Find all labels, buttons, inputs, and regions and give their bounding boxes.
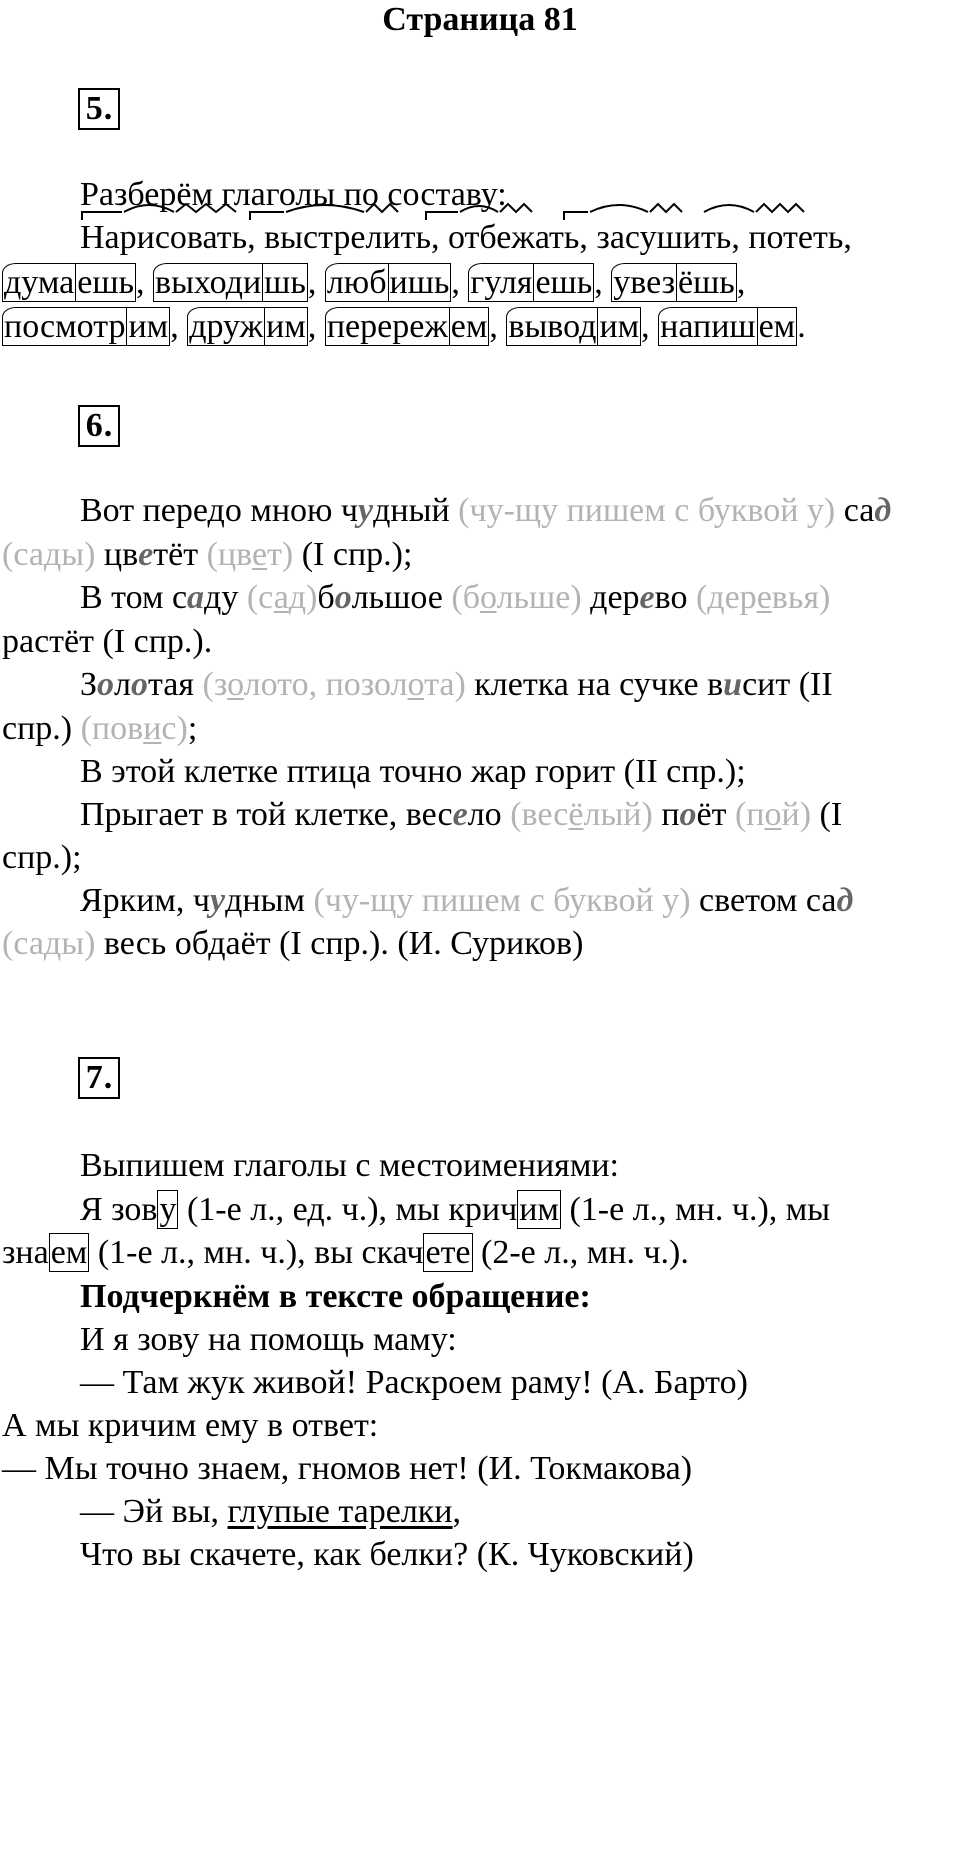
text-fragment: сит (II bbox=[742, 666, 833, 703]
task7-line bbox=[2, 1449, 692, 1489]
text-fragment: во bbox=[654, 579, 696, 616]
hint-text: о bbox=[764, 796, 782, 833]
hint-text: (з bbox=[202, 666, 228, 703]
hint-text: (са bbox=[2, 925, 44, 962]
text-fragment: Подчеркнём в тексте обращение: bbox=[80, 1278, 591, 1315]
text-fragment: А мы кричим ему в ответ: bbox=[2, 1407, 379, 1444]
task7-line bbox=[80, 1363, 748, 1403]
hint-text: (б bbox=[451, 579, 481, 616]
task-number-7-label: 7 bbox=[85, 1059, 103, 1096]
text-fragment: б bbox=[317, 579, 335, 616]
hint-text: т) bbox=[267, 536, 294, 573]
text-fragment: ду bbox=[204, 579, 247, 616]
task-number-6: 6 . bbox=[78, 405, 120, 447]
text-fragment: спр.) bbox=[2, 710, 81, 747]
morpheme-word bbox=[2, 308, 170, 345]
highlighted-letter: д bbox=[836, 882, 854, 919]
task6-line bbox=[80, 491, 891, 531]
text-fragment: тая bbox=[148, 666, 203, 703]
text-fragment: Выпишем глаголы с местоимениями: bbox=[80, 1147, 619, 1184]
text-fragment: льшое bbox=[351, 579, 452, 616]
task5-intro: Разберём глаголы по составу: bbox=[80, 176, 507, 213]
text-fragment: В том с bbox=[80, 579, 188, 616]
hint-text: (цв bbox=[206, 536, 252, 573]
highlighted-letter: д bbox=[874, 492, 892, 529]
separator: , bbox=[170, 308, 188, 345]
text-fragment: ло bbox=[467, 796, 511, 833]
text-fragment: Прыгает в той клетке, вес bbox=[80, 796, 453, 833]
task6-line bbox=[80, 881, 853, 921]
morpheme-word bbox=[2, 264, 136, 301]
text-fragment: тёт bbox=[153, 536, 207, 573]
text-fragment: — Там жук живой! Раскроем раму! (А. Барто) bbox=[80, 1364, 748, 1401]
word-stem: дума bbox=[4, 264, 75, 301]
hint-text: та) bbox=[424, 666, 466, 703]
hint-text: а bbox=[273, 579, 289, 616]
text-fragment: (2-е л., мн. ч.). bbox=[472, 1234, 689, 1271]
hint-text: льше) bbox=[496, 579, 582, 616]
separator: , bbox=[489, 308, 507, 345]
text-fragment: — Мы точно знаем, гномов нет! (И. Токмакова) bbox=[2, 1450, 693, 1487]
highlighted-letter: е bbox=[138, 536, 154, 573]
highlighted-letter: о bbox=[131, 666, 149, 703]
hint-text: о bbox=[227, 666, 244, 703]
hint-text: (пов bbox=[80, 710, 144, 747]
text-fragment: Вот передо мною ч bbox=[80, 492, 359, 529]
hint-text: (са bbox=[2, 536, 44, 573]
word-stem: гуля bbox=[470, 264, 533, 301]
hint-text: ы) bbox=[61, 536, 96, 573]
hint-text: о bbox=[407, 666, 425, 703]
task5-row2 bbox=[2, 263, 745, 303]
task7-line bbox=[80, 1146, 619, 1186]
text-fragment: (1-е л., мн. ч.), мы bbox=[560, 1191, 831, 1228]
text-fragment: Ярким, ч bbox=[80, 882, 211, 919]
text-fragment: (I bbox=[811, 796, 843, 833]
hint-text: (п bbox=[734, 796, 765, 833]
ending-box: ем bbox=[50, 1234, 88, 1271]
text-fragment: дер bbox=[581, 579, 640, 616]
hint-text: е bbox=[756, 579, 772, 616]
hint-text: лый) bbox=[583, 796, 653, 833]
word-stem: увез bbox=[613, 264, 676, 301]
word-ending-box: шь bbox=[264, 264, 306, 301]
word-ending-box: ем bbox=[758, 308, 796, 345]
hint-text: (чу-щу пишем с буквой у) bbox=[313, 882, 691, 919]
hint-text: (чу-щу пишем с буквой у) bbox=[458, 492, 836, 529]
word-stem: выходи bbox=[155, 264, 262, 301]
word-ending-box: ешь bbox=[535, 264, 593, 301]
text-fragment: , bbox=[452, 1493, 461, 1530]
word-ending-box: им bbox=[128, 308, 169, 345]
task6-line bbox=[2, 622, 212, 662]
highlighted-letter: о bbox=[334, 579, 352, 616]
hint-text: о bbox=[480, 579, 497, 616]
task6-line bbox=[80, 795, 842, 835]
separator: , bbox=[451, 264, 469, 301]
text-fragment: светом са bbox=[690, 882, 837, 919]
text-fragment: клетка на сучке в bbox=[465, 666, 724, 703]
text-fragment: В этой клетке птица точно жар горит (II спр.); bbox=[80, 753, 746, 790]
task5-row1-text: Нарисовать, выстрелить, отбежать, засушить, потеть, bbox=[80, 219, 852, 256]
task7-line bbox=[80, 1190, 830, 1230]
separator: , bbox=[307, 264, 325, 301]
text-fragment: дным bbox=[225, 882, 314, 919]
hint-text: д) bbox=[288, 579, 318, 616]
text-fragment: И я зову на помощь маму: bbox=[80, 1321, 457, 1358]
task6-line bbox=[80, 665, 833, 705]
hint-text: (дер bbox=[695, 579, 757, 616]
highlighted-letter: е bbox=[452, 796, 468, 833]
hint-text: вья) bbox=[771, 579, 831, 616]
word-stem: напиш bbox=[660, 308, 756, 345]
task6-line bbox=[2, 838, 82, 878]
word-ending-box: ишь bbox=[389, 264, 450, 301]
morpheme-word bbox=[658, 308, 797, 345]
morpheme-word bbox=[153, 264, 308, 301]
text-fragment: (I спр.); bbox=[293, 536, 413, 573]
text-fragment: спр.); bbox=[2, 839, 82, 876]
hint-text: ы) bbox=[61, 925, 96, 962]
morpheme-marks-row1 bbox=[74, 198, 834, 228]
task7-line bbox=[80, 1535, 694, 1575]
word-stem: перереж bbox=[326, 308, 448, 345]
highlighted-letter: е bbox=[639, 579, 655, 616]
word-stem: друж bbox=[189, 308, 264, 345]
word-stem: вывод bbox=[508, 308, 597, 345]
page-title: Страница 81 bbox=[382, 1, 578, 38]
text-fragment: п bbox=[652, 796, 680, 833]
text-fragment: (1-е л., мн. ч.), вы скач bbox=[89, 1234, 424, 1271]
ending-box: у bbox=[159, 1191, 177, 1228]
separator: , bbox=[641, 308, 659, 345]
underlined-address: глупые тарелки bbox=[227, 1493, 453, 1530]
text-fragment: растёт (I спр.). bbox=[2, 623, 213, 660]
task-number-5: 5 . bbox=[78, 88, 120, 130]
text-fragment: — Эй вы, bbox=[80, 1493, 228, 1530]
task6-line bbox=[2, 924, 583, 964]
highlighted-letter: о bbox=[679, 796, 697, 833]
task6-line bbox=[2, 535, 412, 575]
hint-text: с) bbox=[161, 710, 188, 747]
task7-line bbox=[2, 1406, 378, 1446]
task-number-5-label: 5 bbox=[85, 90, 103, 127]
word-ending-box: ёшь bbox=[678, 264, 735, 301]
task6-line bbox=[80, 578, 830, 618]
task5-row3 bbox=[2, 307, 806, 347]
hint-text: лото, позол bbox=[243, 666, 408, 703]
task6-line bbox=[80, 752, 746, 792]
morpheme-word bbox=[468, 264, 594, 301]
separator: . bbox=[797, 308, 806, 345]
separator: , bbox=[736, 264, 746, 301]
separator: , bbox=[136, 264, 154, 301]
ending-box: им bbox=[519, 1191, 559, 1228]
text-fragment: (1-е л., ед. ч.), мы крич bbox=[178, 1191, 518, 1228]
task6-line bbox=[2, 709, 197, 749]
task7-line bbox=[80, 1277, 591, 1317]
text-fragment: Что вы скачете, как белки? (К. Чуковский) bbox=[80, 1536, 694, 1573]
task5-row1 bbox=[80, 218, 852, 258]
word-ending-box: ешь bbox=[77, 264, 135, 301]
text-fragment: дный bbox=[373, 492, 459, 529]
text-fragment: л bbox=[114, 666, 132, 703]
word-ending-box: им bbox=[599, 308, 640, 345]
highlighted-letter: и bbox=[723, 666, 743, 703]
text-fragment: ёт bbox=[696, 796, 735, 833]
highlighted-letter: у bbox=[210, 882, 226, 919]
text-fragment: цв bbox=[95, 536, 139, 573]
hint-text: ё bbox=[568, 796, 584, 833]
morpheme-word bbox=[187, 308, 308, 345]
highlighted-letter: у bbox=[358, 492, 374, 529]
hint-text: е bbox=[251, 536, 268, 573]
task-number-7: 7 . bbox=[78, 1057, 120, 1099]
morpheme-word bbox=[325, 264, 452, 301]
morpheme-word bbox=[325, 308, 490, 345]
word-stem: люб bbox=[326, 264, 387, 301]
highlighted-letter: о bbox=[97, 666, 115, 703]
morpheme-word bbox=[506, 308, 641, 345]
task-number-6-label: 6 bbox=[85, 407, 103, 444]
hint-text: (с bbox=[246, 579, 274, 616]
task7-line bbox=[2, 1233, 689, 1273]
task7-line bbox=[80, 1320, 457, 1360]
word-ending-box: им bbox=[266, 308, 306, 345]
separator: , bbox=[594, 264, 612, 301]
word-ending-box: ем bbox=[450, 308, 488, 345]
separator: , bbox=[307, 308, 325, 345]
text-fragment: весь обдаёт (I спр.). (И. Суриков) bbox=[95, 925, 584, 962]
morpheme-word bbox=[611, 264, 737, 301]
hint-text: й) bbox=[781, 796, 812, 833]
text-fragment: З bbox=[80, 666, 98, 703]
task7-line bbox=[80, 1492, 461, 1532]
text-fragment: ; bbox=[187, 710, 198, 747]
highlighted-letter: а bbox=[187, 579, 205, 616]
hint-text: и bbox=[143, 710, 162, 747]
hint-text: (вес bbox=[510, 796, 569, 833]
hint-text: д bbox=[43, 925, 62, 962]
text-fragment: зна bbox=[2, 1234, 49, 1271]
hint-text: д bbox=[43, 536, 62, 573]
ending-box: ете bbox=[425, 1234, 471, 1271]
text-fragment: са bbox=[835, 492, 875, 529]
word-stem: посмотр bbox=[4, 308, 126, 345]
text-fragment: Я зов bbox=[80, 1191, 158, 1228]
